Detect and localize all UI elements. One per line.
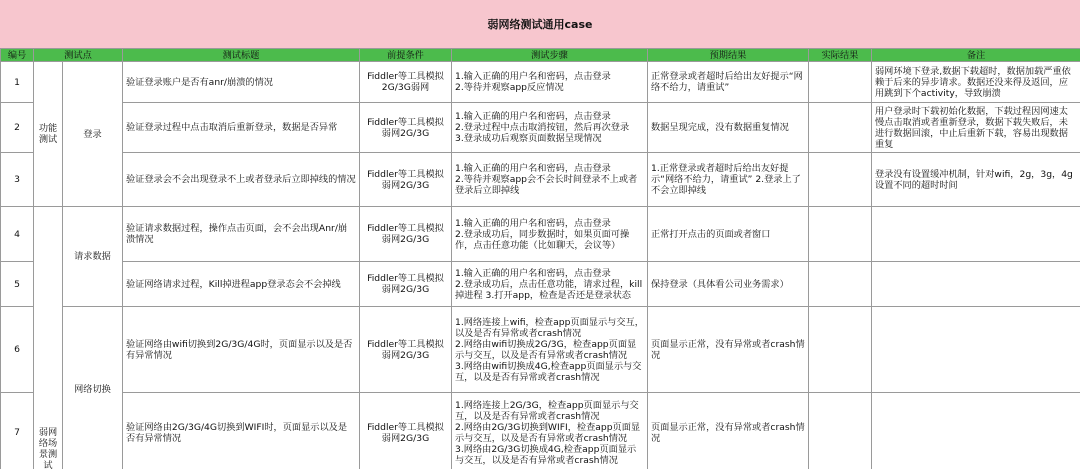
- header-test-title[interactable]: 测试标题: [123, 49, 360, 62]
- cell-note[interactable]: [872, 207, 1080, 262]
- cell-expected[interactable]: 页面显示正常，没有异常或者crash情况: [648, 393, 809, 469]
- header-no[interactable]: 编号: [1, 49, 34, 62]
- cell-actual[interactable]: [809, 103, 872, 153]
- cell-title[interactable]: 验证登录账户是否有anr/崩溃的情况: [123, 62, 360, 103]
- cell-expected[interactable]: 数据呈现完成，没有数据重复情况: [648, 103, 809, 153]
- cell-no[interactable]: 4: [1, 207, 34, 262]
- header-test-point[interactable]: 测试点: [34, 49, 123, 62]
- cell-no[interactable]: 7: [1, 393, 34, 469]
- table-row: [1, 307, 1080, 393]
- header-expected[interactable]: 预期结果: [648, 49, 809, 62]
- cell-pre[interactable]: Fiddler等工具模拟弱网2G/3G: [360, 207, 452, 262]
- cell-note[interactable]: 弱网环境下登录,数据下载超时，数据加载严重依赖于后来的异步请求。数据还没来得及返回，应用跳到下个activity，导致崩溃: [872, 62, 1080, 103]
- cell-group-functional[interactable]: 功能 测试: [34, 62, 63, 207]
- table-row: [1, 103, 1080, 153]
- cell-steps[interactable]: 1.网络连接上2G/3G，检查app页面显示与交互，以及是否有异常或者crash情况 2.网络由2G/3G切换到WIFI，检查app页面显示与交互，以及是否有异常或者crash情况 3.网络由2G/3G切换成4G,检查app页面显示与交互，以及是否有异常或者crash情况: [452, 393, 648, 469]
- cell-steps[interactable]: 1.网络连接上wifi，检查app页面显示与交互，以及是否有异常或者crash情况 2.网络由wifi切换成2G/3G，检查app页面显示与交互，以及是否有异常或者crash情况 3.网络由wifi切换成4G,检查app页面显示与交互，以及是否有异常或者crash情况: [452, 307, 648, 393]
- table-row: [1, 262, 1080, 307]
- cell-pre[interactable]: Fiddler等工具模拟弱网2G/3G: [360, 393, 452, 469]
- cell-no[interactable]: 1: [1, 62, 34, 103]
- cell-no[interactable]: 6: [1, 307, 34, 393]
- cell-title[interactable]: 验证网络请求过程，Kill掉进程app登录态会不会掉线: [123, 262, 360, 307]
- cell-title[interactable]: 验证网络由wifi切换到2G/3G/4G时，页面显示以及是否有异常情况: [123, 307, 360, 393]
- cell-expected[interactable]: 正常打开点击的页面或者窗口: [648, 207, 809, 262]
- cell-steps[interactable]: 1.输入正确的用户名和密码，点击登录 2.登录成功后，点击任意功能，请求过程，kill掉进程 3.打开app，检查是否还是登录状态: [452, 262, 648, 307]
- header-actual[interactable]: 实际结果: [809, 49, 872, 62]
- cell-note[interactable]: 用户登录时下载初始化数据，下载过程因网速太慢点击取消或者重新登录，数据下载失败后，未进行数据回滚，中止后重新下载，容易出现数据重复: [872, 103, 1080, 153]
- cell-title[interactable]: 验证请求数据过程，操作点击页面，会不会出现Anr/崩溃情况: [123, 207, 360, 262]
- test-case-table: [0, 48, 1080, 469]
- table-row: [1, 153, 1080, 207]
- cell-steps[interactable]: 1.输入正确的用户名和密码，点击登录 2.登录成功后，同步数据时，如果页面可操作，点击任意功能（比如聊天，会议等）: [452, 207, 648, 262]
- cell-note[interactable]: [872, 393, 1080, 469]
- cell-expected[interactable]: 1.正常登录或者超时后给出友好提示“网络不给力，请重试” 2.登录上了不会立即掉线: [648, 153, 809, 207]
- header-row: [1, 49, 1080, 62]
- cell-expected[interactable]: 保持登录（具体看公司业务需求）: [648, 262, 809, 307]
- cell-title[interactable]: 验证登录过程中点击取消后重新登录，数据是否异常: [123, 103, 360, 153]
- cell-actual[interactable]: [809, 262, 872, 307]
- table-row: [1, 62, 1080, 103]
- cell-note[interactable]: [872, 262, 1080, 307]
- cell-title[interactable]: 验证网络由2G/3G/4G切换到WIFI时，页面显示以及是否有异常情况: [123, 393, 360, 469]
- header-precondition[interactable]: 前提条件: [360, 49, 452, 62]
- cell-subgroup-switch[interactable]: 网络切换: [63, 307, 123, 469]
- cell-actual[interactable]: [809, 393, 872, 469]
- header-test-steps[interactable]: 测试步骤: [452, 49, 648, 62]
- cell-actual[interactable]: [809, 153, 872, 207]
- cell-group-weaknet[interactable]: 弱网 络场 景测 试: [34, 207, 63, 469]
- cell-expected[interactable]: 正常登录或者超时后给出友好提示“网络不给力，请重试”: [648, 62, 809, 103]
- cell-subgroup-login[interactable]: 登录: [63, 62, 123, 207]
- header-note[interactable]: 备注: [872, 49, 1080, 62]
- cell-pre[interactable]: Fiddler等工具模拟弱网2G/3G: [360, 307, 452, 393]
- table-row: [1, 207, 1080, 262]
- cell-actual[interactable]: [809, 62, 872, 103]
- cell-note[interactable]: [872, 307, 1080, 393]
- sheet-title[interactable]: 弱网络测试通用case: [0, 0, 1080, 49]
- cell-steps[interactable]: 1.输入正确的用户名和密码，点击登录 2.等待并观察app会不会长时间登录不上或者登录后立即掉线: [452, 153, 648, 207]
- table-row: [1, 393, 1080, 469]
- cell-no[interactable]: 3: [1, 153, 34, 207]
- cell-pre[interactable]: Fiddler等工具模拟弱网2G/3G: [360, 262, 452, 307]
- cell-note[interactable]: 登录没有设置缓冲机制，针对wifi，2g，3g，4g设置不同的超时时间: [872, 153, 1080, 207]
- cell-actual[interactable]: [809, 207, 872, 262]
- cell-subgroup-request[interactable]: 请求数据: [63, 207, 123, 307]
- cell-pre[interactable]: Fiddler等工具模拟弱网2G/3G: [360, 103, 452, 153]
- cell-steps[interactable]: 1.输入正确的用户名和密码，点击登录 2.等待并观察app反应情况: [452, 62, 648, 103]
- cell-steps[interactable]: 1.输入正确的用户名和密码，点击登录 2.登录过程中点击取消按钮，然后再次登录 3.登录成功后观察页面数据呈现情况: [452, 103, 648, 153]
- cell-pre[interactable]: Fiddler等工具模拟弱网2G/3G: [360, 153, 452, 207]
- cell-actual[interactable]: [809, 307, 872, 393]
- cell-expected[interactable]: 页面显示正常，没有异常或者crash情况: [648, 307, 809, 393]
- cell-no[interactable]: 5: [1, 262, 34, 307]
- cell-title[interactable]: 验证登录会不会出现登录不上或者登录后立即掉线的情况: [123, 153, 360, 207]
- cell-no[interactable]: 2: [1, 103, 34, 153]
- cell-pre[interactable]: Fiddler等工具模拟 2G/3G弱网: [360, 62, 452, 103]
